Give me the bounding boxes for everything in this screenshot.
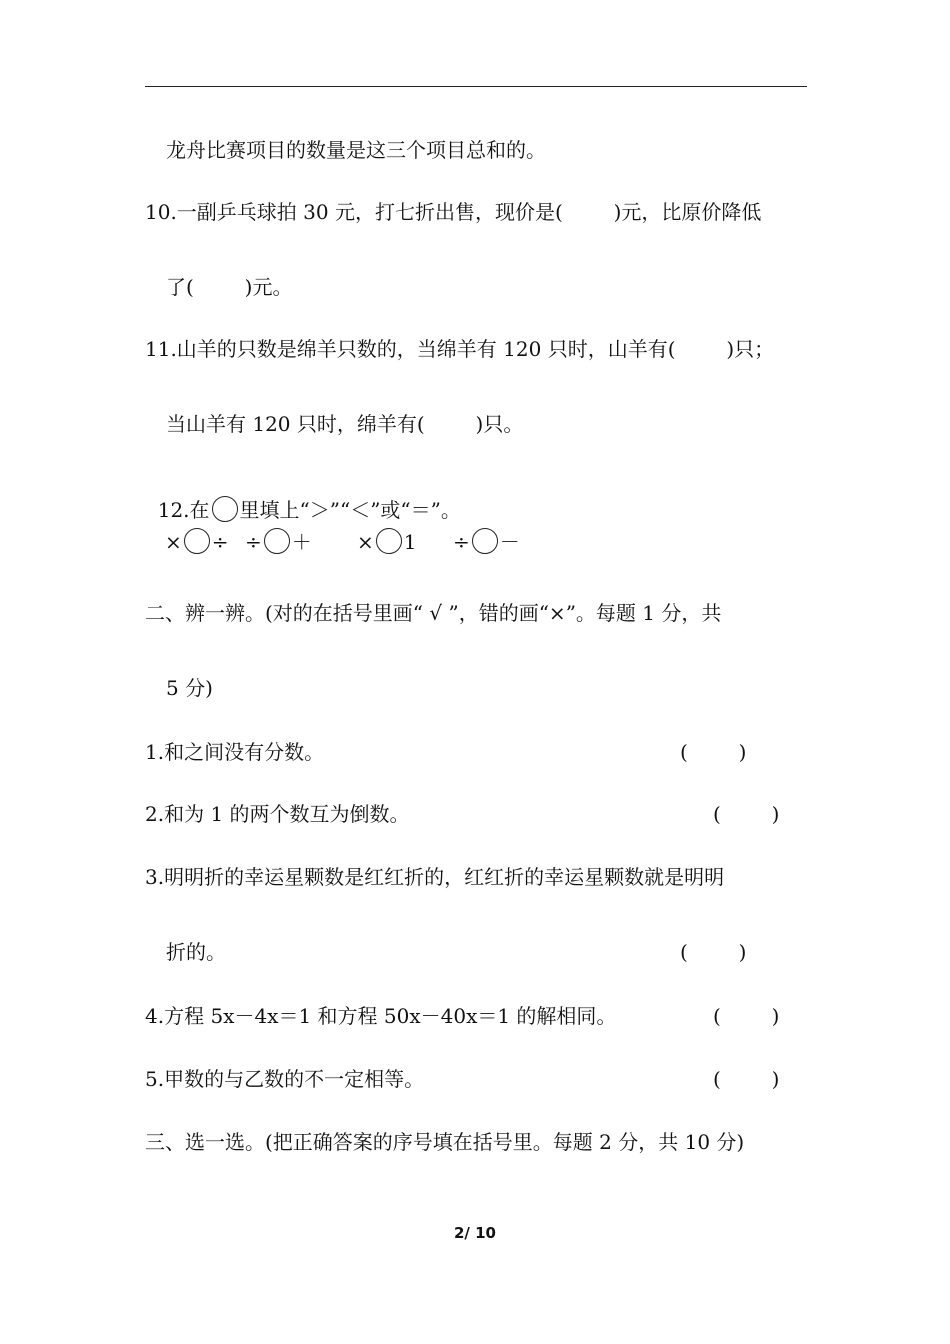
section-2-heading-cont: 5 分): [166, 676, 213, 700]
tf-question-2: 2.和为 1 的两个数互为倒数。: [145, 802, 410, 826]
section-2-heading: 二、辨一辨。(对的在括号里画“ √ ”，错的画“×”。每题 1 分，共: [145, 601, 722, 625]
text-line: 龙舟比赛项目的数量是这三个项目总和的。: [166, 138, 546, 162]
answer-blank[interactable]: ( ): [713, 1067, 780, 1091]
tf-question-5: 5.甲数的与乙数的不一定相等。: [145, 1067, 425, 1091]
answer-blank[interactable]: ( ): [680, 940, 747, 964]
circle-icon: [212, 496, 238, 522]
op: －: [499, 530, 520, 554]
circle-icon[interactable]: [376, 528, 402, 554]
tf-question-3-cont: 折的。: [166, 940, 226, 964]
op: ×: [357, 530, 374, 554]
comparison-1: [165, 528, 229, 556]
question-11-cont: 当山羊有 120 只时，绵羊有( )只。: [166, 412, 524, 436]
circle-icon[interactable]: [184, 528, 210, 554]
answer-blank[interactable]: ( ): [713, 802, 780, 826]
answer-blank[interactable]: ( ): [680, 740, 747, 764]
header-rule: [145, 86, 807, 87]
tf-question-1: 1.和之间没有分数。: [145, 740, 325, 764]
tf-question-3: 3.明明折的幸运星颗数是红红折的，红红折的幸运星颗数就是明明: [145, 865, 725, 889]
op: ＋: [291, 530, 312, 554]
op: ÷: [453, 530, 470, 554]
tf-question-4: 4.方程 5x－4x＝1 和方程 50x－40x＝1 的解相同。: [145, 1004, 617, 1028]
op: 1: [403, 530, 417, 554]
question-10: 10.一副乒乓球拍 30 元，打七折出售，现价是( )元，比原价降低: [145, 200, 762, 224]
op: ×: [165, 530, 182, 554]
question-10-cont: 了( )元。: [166, 275, 293, 299]
section-3-heading: 三、选一选。(把正确答案的序号填在括号里。每题 2 分，共 10 分): [145, 1130, 745, 1154]
op: ÷: [211, 530, 229, 554]
circle-icon[interactable]: [264, 528, 290, 554]
op: ÷: [245, 530, 262, 554]
answer-blank[interactable]: ( ): [713, 1004, 780, 1028]
comparison-4: [453, 528, 520, 556]
question-11: 11.山羊的只数是绵羊只数的，当绵羊有 120 只时，山羊有( )只；: [145, 337, 775, 361]
question-12: [145, 468, 461, 524]
page-number: 2/ 10: [453, 1224, 496, 1242]
circle-icon[interactable]: [472, 528, 498, 554]
question-12-text: 里填上“＞”“＜”或“＝”。: [239, 498, 461, 522]
question-12-prefix: 12.在: [157, 498, 210, 522]
comparison-3: [357, 528, 417, 556]
comparison-2: [245, 528, 312, 556]
